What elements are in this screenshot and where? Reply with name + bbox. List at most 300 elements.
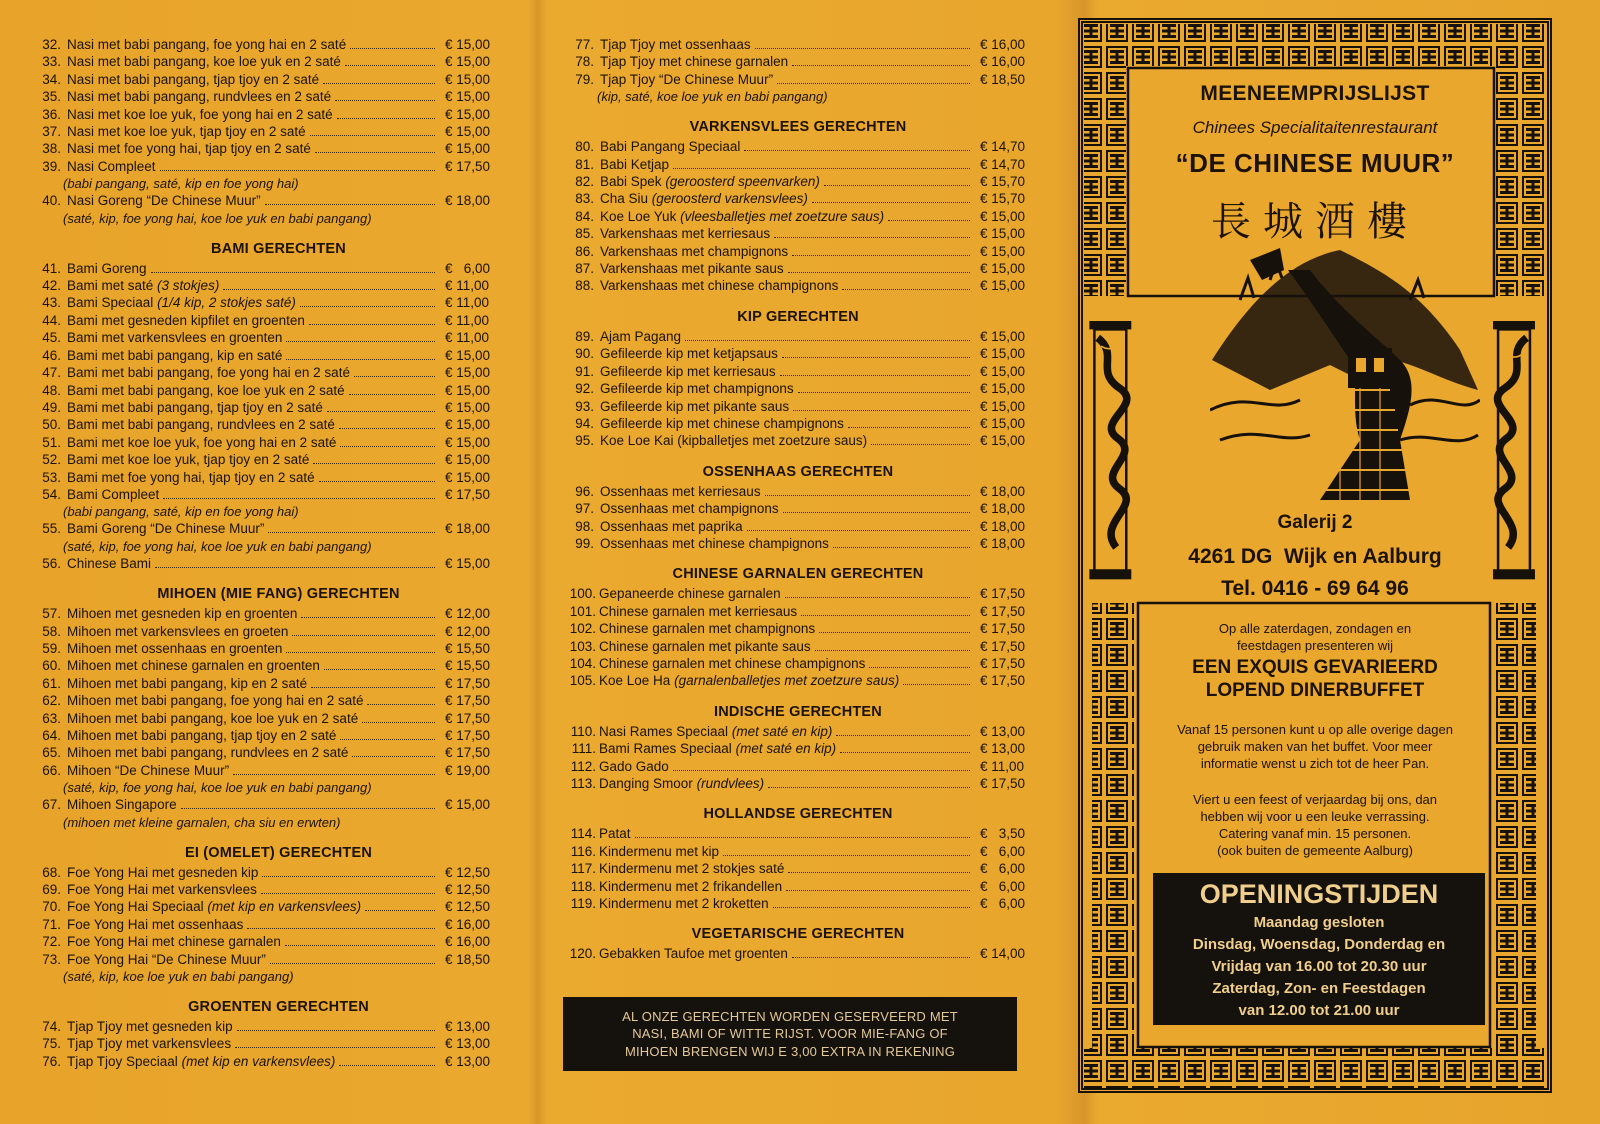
item-number: 68. [42, 864, 61, 880]
menu-item [560, 638, 1036, 655]
item-number: 58. [42, 623, 61, 639]
menu-item [26, 36, 501, 53]
notice-line-2: NASI, BAMI OF WITTE RIJST. VOOR MIE-FANG OF [632, 1026, 948, 1042]
dot-leader [833, 546, 970, 548]
dot-leader [315, 151, 435, 153]
item-price: € 15,00 [980, 398, 1026, 414]
section-heading: KIP GERECHTEN [737, 308, 859, 325]
item-number: 112. [570, 758, 596, 774]
menu-item [26, 1018, 501, 1035]
item-name-wrap [600, 328, 681, 345]
dot-leader [335, 99, 435, 101]
dot-leader [261, 892, 435, 894]
dot-leader [337, 117, 435, 119]
item-number: 39. [42, 158, 61, 174]
item-description: (saté, kip, foe yong hai, koe loe yuk en babi pangang) [63, 210, 372, 226]
menu-item [26, 347, 501, 364]
item-name-wrap [599, 775, 764, 792]
item-name-wrap [67, 881, 257, 898]
item-price: € 17,50 [445, 693, 491, 709]
item-name: Tjap Tjoy met ossenhaas [600, 37, 751, 52]
item-number: 92. [575, 381, 594, 397]
item-name: Bami met babi pangang, koe loe yuk en 2 saté [67, 382, 345, 398]
item-price: € 15,00 [445, 141, 491, 157]
item-name-wrap [67, 1018, 233, 1035]
dot-leader [812, 201, 970, 203]
item-number: 89. [575, 328, 594, 344]
dot-leader [309, 323, 435, 325]
item-name-wrap [599, 825, 631, 842]
item-price: € 17,50 [445, 486, 491, 502]
item-name: Chinese Bami [67, 555, 152, 571]
hours-line-1: Maandag gesloten [1253, 914, 1385, 931]
item-name: Bami met babi pangang, foe yong hai en 2 saté [67, 365, 350, 381]
item-name: Varkenshaas met pikante saus [600, 261, 784, 277]
item-name-wrap [67, 675, 307, 692]
item-name: Ossenhaas met chinese champignons [600, 535, 829, 551]
dot-leader [765, 494, 970, 496]
item-number: 83. [575, 191, 594, 207]
item-name-wrap [600, 277, 838, 294]
dot-leader [286, 358, 435, 360]
dot-leader [747, 529, 970, 531]
dot-leader [842, 288, 970, 290]
item-price: € 15,00 [445, 71, 491, 87]
item-number: 36. [42, 106, 61, 122]
item-name-wrap [599, 655, 865, 672]
item-name-wrap [67, 520, 264, 537]
item-name: Nasi Compleet [67, 158, 156, 174]
item-name: Nasi met babi pangang, tjap tjoy en 2 saté [67, 71, 320, 87]
menu-item [26, 1035, 501, 1052]
item-name: Nasi Goreng “De Chinese Muur” [67, 193, 261, 209]
item-name: Nasi Rames Speciaal [599, 723, 729, 739]
item-number: 73. [42, 951, 61, 967]
item-name-wrap [67, 329, 282, 346]
item-name: Tjap Tjoy met gesneden kip [67, 1019, 233, 1035]
item-price: € 15,70 [980, 174, 1026, 190]
item-name-wrap [600, 398, 789, 415]
item-price: € 14,00 [980, 946, 1026, 962]
item-price: € 15,00 [445, 469, 491, 485]
item-price: € 15,00 [445, 417, 491, 433]
menu-item [26, 744, 501, 761]
item-note: (met kip en varkensvlees) [181, 1053, 336, 1069]
hours-line-5: van 12.00 tot 21.00 uur [1238, 1002, 1400, 1019]
buffet-info-line-3: informatie wenst u zich tot de heer Pan. [1200, 756, 1430, 771]
item-name: Foe Yong Hai met chinese garnalen [67, 934, 281, 950]
item-name: Mihoen met chinese garnalen en groenten [67, 658, 320, 674]
item-price: € 15,70 [980, 191, 1026, 207]
menu-item [560, 208, 1036, 225]
item-price: € 15,00 [445, 347, 491, 363]
item-name: Kindermenu met 2 frikandellen [599, 878, 783, 894]
dot-leader [151, 271, 435, 273]
dot-leader [340, 738, 435, 740]
menu-item [560, 260, 1036, 277]
dot-leader [782, 356, 970, 358]
menu-item [560, 415, 1036, 432]
dot-leader [815, 649, 970, 651]
item-name: Nasi met koe loe yuk, tjap tjoy en 2 saté [67, 124, 306, 140]
menu-item [26, 416, 501, 433]
item-name: Nasi met babi pangang, rundvlees en 2 saté [67, 89, 332, 105]
item-price: € 17,50 [980, 603, 1026, 619]
item-name: Bami Goreng [67, 260, 147, 276]
item-name: Ossenhaas met kerriesaus [600, 483, 761, 499]
item-name-wrap [599, 672, 899, 689]
item-price: € 18,50 [445, 951, 491, 967]
item-name: Gepaneerde chinese garnalen [599, 586, 781, 602]
item-price: € 15,00 [445, 124, 491, 140]
menu-item [26, 916, 501, 933]
item-number: 59. [42, 640, 61, 656]
menu-item [26, 260, 501, 277]
item-name-wrap [67, 416, 335, 433]
item-name-wrap [599, 620, 815, 637]
item-name-wrap [67, 123, 306, 140]
menu-item [26, 312, 501, 329]
menu-item [26, 727, 501, 744]
item-price: € 16,00 [980, 37, 1026, 52]
item-number: 43. [42, 295, 61, 311]
item-price: € 6,00 [980, 896, 1026, 912]
item-name-wrap [67, 140, 311, 157]
buffet-intro-line-2: feestdagen presenteren wij [1236, 638, 1394, 653]
item-name-wrap [67, 364, 350, 381]
menu-item [26, 640, 501, 657]
item-name: Nasi met foe yong hai, tjap tjoy en 2 saté [67, 141, 311, 157]
address-line-2: 4261 DG Wijk en Aalburg [1188, 545, 1442, 568]
party-info [1140, 791, 1490, 859]
item-name: Gebakken Taufoe met groenten [599, 946, 788, 962]
menu-item [560, 71, 1036, 88]
item-name-wrap [67, 727, 336, 744]
item-number: 82. [575, 174, 594, 190]
item-number: 38. [42, 141, 61, 157]
item-name-wrap [67, 605, 297, 622]
item-name-wrap [599, 945, 788, 962]
dot-leader [262, 875, 435, 877]
menu-item [26, 71, 501, 88]
menu-item [26, 933, 501, 950]
item-price: € 17,50 [445, 675, 491, 691]
item-price: € 14,70 [980, 139, 1026, 155]
item-name-wrap [67, 382, 345, 399]
item-name: Mihoen met varkensvlees en groeten [67, 623, 289, 639]
item-price: € 17,50 [980, 638, 1026, 654]
item-number: 62. [42, 693, 61, 709]
item-number: 46. [42, 347, 61, 363]
item-name-wrap [600, 500, 779, 517]
dot-leader [367, 703, 435, 705]
menu-item [560, 380, 1036, 397]
item-name: Nasi met babi pangang, koe loe yuk en 2 saté [67, 54, 341, 70]
menu-item [26, 486, 501, 503]
item-name-wrap [67, 710, 358, 727]
opening-hours-title: OPENINGSTIJDEN [1199, 879, 1439, 909]
item-name-wrap [67, 744, 348, 761]
item-price: € 19,00 [445, 762, 491, 778]
menu-item [560, 190, 1036, 207]
item-name: Foe Yong Hai “De Chinese Muur” [67, 951, 266, 967]
item-number: 49. [42, 399, 61, 415]
item-name-wrap [599, 740, 836, 757]
price-list-heading: MEENEEMPRIJSLIJST [1200, 82, 1430, 105]
dot-leader [313, 462, 435, 464]
item-name-wrap [599, 638, 811, 655]
item-price: € 18,00 [445, 521, 491, 537]
middle-menu-column [560, 36, 1036, 963]
address-line-1: Galerij 2 [1277, 512, 1353, 533]
dot-leader [869, 666, 970, 668]
menu-item [560, 775, 1036, 792]
item-price: € 14,70 [980, 156, 1026, 172]
item-number: 97. [575, 501, 594, 517]
dot-leader [350, 47, 435, 49]
menu-item [560, 173, 1036, 190]
menu-item [26, 382, 501, 399]
item-price: € 15,00 [445, 452, 491, 468]
item-name-wrap [67, 692, 363, 709]
item-name-wrap [67, 640, 282, 657]
item-name: Bami met gesneden kipfilet en groenten [67, 312, 305, 328]
phone-number: Tel. 0416 - 69 64 96 [1221, 577, 1409, 600]
item-name-wrap [67, 158, 156, 175]
item-name: Bami met babi pangang, tjap tjoy en 2 saté [67, 399, 323, 415]
item-name: Kindermenu met 2 stokjes saté [599, 861, 785, 877]
item-price: € 18,00 [980, 501, 1026, 517]
item-description: (mihoen met kleine garnalen, cha siu en erwten) [63, 814, 341, 830]
menu-item [26, 399, 501, 416]
item-number: 99. [575, 535, 594, 551]
dot-leader [163, 497, 435, 499]
item-name: Bami Rames Speciaal [599, 741, 732, 757]
item-name-wrap [600, 518, 743, 535]
item-number: 37. [42, 124, 61, 140]
item-price: € 11,00 [445, 312, 490, 328]
menu-item [560, 825, 1036, 842]
item-name-wrap [599, 758, 669, 775]
party-info-line-3: Catering vanaf min. 15 personen. [1218, 826, 1412, 841]
dot-leader [339, 427, 435, 429]
opening-hours-box [1153, 873, 1485, 1025]
menu-item [560, 843, 1036, 860]
left-menu-column [26, 36, 501, 1070]
menu-item [560, 758, 1036, 775]
buffet-title-line-1: EEN EXQUIS GEVARIEERD [1192, 657, 1438, 678]
item-price: € 3,50 [980, 826, 1026, 842]
item-name-wrap [599, 723, 832, 740]
menu-item [26, 53, 501, 70]
item-price: € 17,50 [980, 621, 1026, 637]
menu-item [26, 657, 501, 674]
dot-leader [824, 184, 970, 186]
item-name: Bami met foe yong hai, tjap tjoy en 2 saté [67, 469, 315, 485]
item-price: € 18,00 [980, 518, 1026, 534]
item-number: 67. [42, 797, 61, 813]
item-name-wrap [599, 585, 781, 602]
buffet-title-line-2: LOPEND DINERBUFFET [1205, 680, 1425, 701]
item-name-wrap [67, 898, 361, 915]
item-price: € 15,00 [445, 797, 491, 813]
item-description: (kip, saté, koe loe yuk en babi pangang) [597, 89, 828, 105]
item-note: (garnalenballetjes met zoetzure saus) [674, 673, 900, 689]
item-number: 57. [42, 606, 61, 622]
item-number: 118. [570, 878, 596, 894]
item-name: Mihoen met babi pangang, tjap tjoy en 2 saté [67, 728, 337, 743]
item-number: 66. [42, 762, 61, 778]
section-heading: EI (OMELET) GERECHTEN [184, 844, 373, 861]
menu-item [26, 555, 501, 572]
dot-leader [247, 927, 435, 929]
item-note: (met saté en kip) [735, 741, 837, 757]
menu-item [560, 518, 1036, 535]
party-info-line-2: hebben wij voor u een leuke verrassing. [1200, 809, 1430, 824]
item-name: Mihoen met babi pangang, foe yong hai en 2 saté [67, 693, 364, 709]
item-name: Ajam Pagang [600, 328, 682, 344]
section-heading: CHINESE GARNALEN GERECHTEN [672, 566, 924, 583]
item-name: Foe Yong Hai met gesneden kip [67, 864, 259, 880]
item-name-wrap [599, 603, 797, 620]
menu-item [26, 364, 501, 381]
item-note: (rundvlees) [696, 776, 765, 791]
item-number: 56. [42, 555, 61, 571]
item-name-wrap [67, 951, 266, 968]
chinese-name: 長城酒樓 [1211, 199, 1419, 245]
item-description: (saté, kip, foe yong hai, koe loe yuk en babi pangang) [63, 780, 372, 796]
dot-leader [744, 149, 970, 151]
item-name: Tjap Tjoy met varkensvlees [67, 1036, 232, 1052]
item-name-wrap [67, 762, 229, 779]
item-price: € 17,50 [445, 710, 491, 726]
item-price: € 11,00 [980, 758, 1025, 774]
item-name: Gefileerde kip met kerriesaus [600, 363, 776, 379]
item-price: € 17,50 [980, 673, 1026, 689]
item-description: (saté, kip, foe yong hai, koe loe yuk en babi pangang) [63, 538, 372, 554]
item-price: € 12,00 [445, 623, 491, 639]
item-name-wrap [67, 312, 305, 329]
item-name-wrap [67, 71, 319, 88]
dot-leader [792, 254, 970, 256]
section-heading: VEGETARISCHE GERECHTEN [691, 926, 905, 943]
item-price: € 15,00 [445, 106, 491, 122]
dot-leader [310, 134, 435, 136]
item-price: € 15,00 [980, 261, 1026, 277]
item-name-wrap [67, 864, 258, 881]
dot-leader [323, 82, 435, 84]
item-number: 76. [42, 1053, 61, 1069]
item-name: Nasi met koe loe yuk, foe yong hai en 2 saté [67, 106, 333, 122]
dot-leader [311, 686, 435, 688]
item-name-wrap [67, 623, 288, 640]
item-number: 33. [42, 54, 61, 70]
dot-leader [233, 773, 435, 775]
item-description: (babi pangang, saté, kip en foe yong hai) [63, 176, 299, 192]
dot-leader [268, 531, 435, 533]
item-price: € 15,00 [445, 365, 491, 381]
item-number: 69. [42, 882, 61, 898]
item-name-wrap [600, 363, 776, 380]
item-name-wrap [600, 432, 867, 449]
menu-item [26, 469, 501, 486]
item-name: Danging Smoor [599, 776, 693, 791]
item-name: Nasi met babi pangang, foe yong hai en 2 saté [67, 37, 347, 52]
menu-item [26, 864, 501, 881]
item-name-wrap [67, 933, 281, 950]
dot-leader [786, 889, 970, 891]
menu-item [26, 692, 501, 709]
party-info-line-4: (ook buiten de gemeente Aalburg) [1217, 843, 1413, 858]
item-name: Babi Pangang Speciaal [600, 139, 741, 155]
notice-line-1: AL ONZE GERECHTEN WORDEN GESERVEERD MET [622, 1008, 958, 1024]
item-name: Babi Spek [600, 174, 662, 190]
item-price: € 15,00 [445, 89, 491, 105]
dot-leader [635, 836, 970, 838]
item-name-wrap [67, 277, 219, 294]
item-name: Koe Loe Yuk [600, 208, 677, 224]
dot-leader [285, 944, 435, 946]
item-price: € 16,00 [445, 916, 491, 932]
item-number: 103. [569, 638, 596, 654]
item-name-wrap [67, 294, 296, 311]
item-number: 105. [569, 673, 596, 689]
item-name-wrap [67, 88, 331, 105]
item-name: Mihoen met ossenhaas en groenten [67, 640, 283, 656]
menu-item [560, 398, 1036, 415]
item-name-wrap [67, 260, 147, 277]
item-name: Gefileerde kip met champignons [600, 381, 794, 397]
item-price: € 6,00 [445, 260, 491, 276]
menu-item [26, 140, 501, 157]
dot-leader [723, 854, 970, 856]
dot-leader [286, 340, 435, 342]
menu-item [560, 603, 1036, 620]
item-number: 104. [569, 655, 596, 671]
item-name-wrap [600, 260, 784, 277]
item-name: Mihoen met babi pangang, kip en 2 saté [67, 675, 308, 691]
item-name-wrap [600, 380, 794, 397]
menu-item [560, 138, 1036, 155]
menu-item [26, 520, 501, 537]
item-name: Bami met babi pangang, rundvlees en 2 saté [67, 417, 335, 433]
item-price: € 13,00 [445, 1019, 491, 1035]
item-price: € 18,00 [445, 193, 491, 209]
item-number: 45. [42, 330, 61, 346]
item-number: 41. [42, 260, 61, 276]
item-name-wrap [599, 895, 769, 912]
dot-leader [270, 962, 435, 964]
item-price: € 15,00 [980, 346, 1026, 362]
item-name: Tjap Tjoy met chinese garnalen [600, 54, 789, 70]
menu-item [560, 672, 1036, 689]
menu-item [560, 345, 1036, 362]
dot-leader [848, 426, 970, 428]
item-name: Mihoen met babi pangang, koe loe yuk en 2 saté [67, 710, 359, 726]
item-name-wrap [600, 190, 808, 207]
item-number: 32. [42, 37, 61, 52]
item-number: 42. [42, 278, 61, 294]
dot-leader [324, 668, 435, 670]
item-number: 110. [570, 723, 596, 739]
item-name-wrap [600, 345, 778, 362]
dot-leader [339, 1064, 435, 1066]
item-name-wrap [600, 156, 669, 173]
dot-leader [840, 751, 970, 753]
item-name: Patat [599, 826, 631, 842]
item-number: 98. [575, 518, 594, 534]
section-heading: OSSENHAAS GERECHTEN [702, 463, 894, 480]
